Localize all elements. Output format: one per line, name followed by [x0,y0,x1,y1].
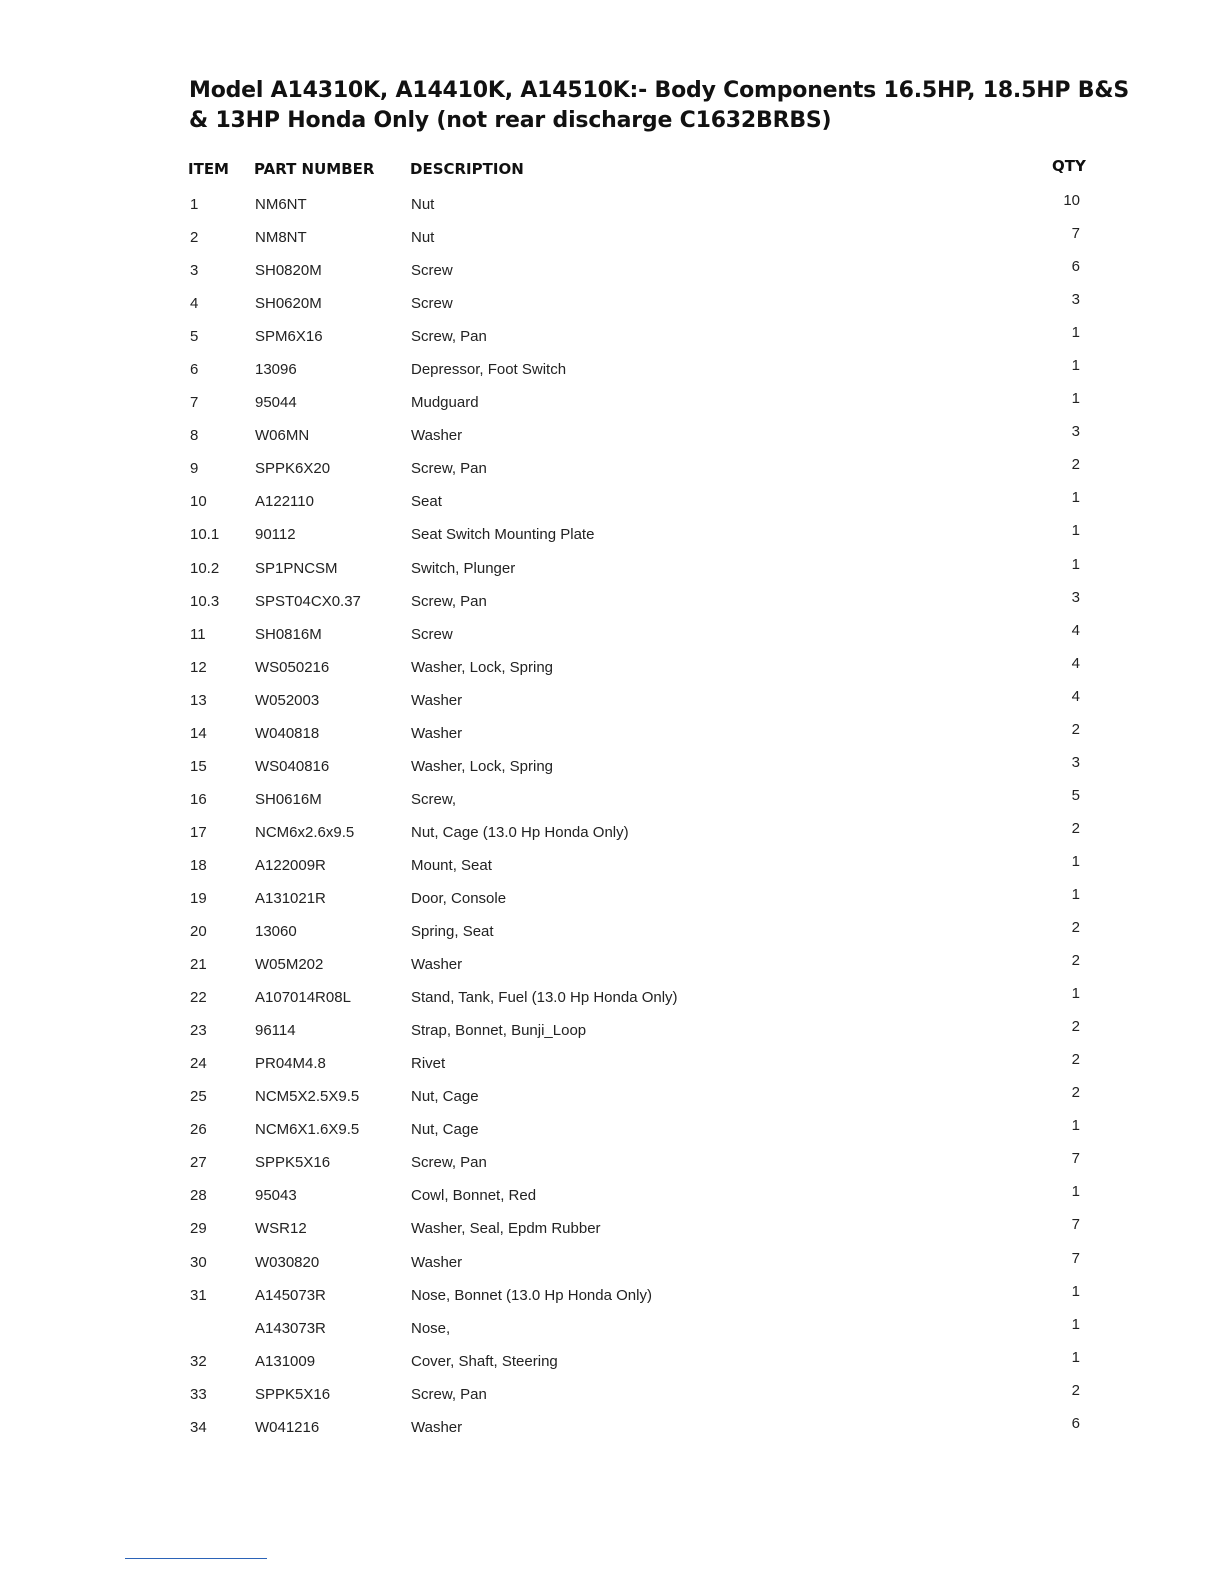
qty-cell: 2 [1071,1051,1080,1069]
item-cell: 12 [190,658,207,676]
qty-cell: 2 [1071,720,1080,738]
item-cell: 26 [190,1121,207,1139]
qty-cell: 1 [1071,852,1080,870]
part-number-cell: NM8NT [255,229,307,247]
table-row [0,785,1224,818]
description-cell: Screw, Pan [411,592,487,610]
table-row [0,454,1224,487]
item-cell: 14 [190,724,207,742]
item-cell: 4 [190,295,199,313]
table-row [0,289,1224,322]
table-row [0,818,1224,851]
description-cell: Nose, Bonnet (13.0 Hp Honda Only) [411,1286,652,1304]
part-number-cell: SPPK5X16 [255,1385,331,1403]
part-number-cell: 95043 [255,1187,297,1205]
description-cell: Nut, Cage [411,1088,479,1106]
description-cell: Mudguard [411,394,479,412]
table-row [0,421,1224,454]
part-number-cell: 96114 [255,1022,296,1040]
part-number-cell: A145073R [255,1286,326,1304]
qty-cell: 7 [1071,1249,1080,1267]
item-cell: 34 [190,1418,207,1436]
description-cell: Strap, Bonnet, Bunji_Loop [411,1022,587,1040]
part-number-cell: A122110 [255,493,314,511]
table-row [0,1248,1224,1281]
item-cell: 17 [190,823,207,841]
qty-cell: 2 [1071,919,1080,937]
parts-table [0,190,1224,1446]
description-cell: Washer [411,1253,463,1271]
qty-cell: 1 [1071,1282,1080,1300]
table-row [0,752,1224,785]
table-row [0,355,1224,388]
item-cell: 10 [190,493,207,511]
description-cell: Washer [411,1418,463,1436]
table-row [0,322,1224,355]
table-row [0,1214,1224,1247]
part-number-cell: A131009 [255,1352,316,1370]
description-cell: Screw, [411,790,457,808]
item-cell: 21 [190,956,207,974]
part-number-cell: SH0820M [255,262,322,280]
qty-cell: 2 [1071,456,1080,474]
part-number-cell: 13060 [255,923,297,941]
description-cell: Nut [411,196,435,213]
qty-cell: 1 [1071,985,1080,1003]
table-row [0,851,1224,884]
description-cell: Rivet [411,1055,446,1073]
qty-cell: 1 [1071,489,1080,507]
part-number-cell: W040818 [255,724,320,742]
table-row [0,1049,1224,1082]
description-cell: Switch, Plunger [411,559,516,577]
qty-cell: 1 [1071,1348,1080,1366]
item-cell: 30 [190,1253,207,1271]
qty-cell: 6 [1071,1414,1080,1432]
item-cell: 24 [190,1055,207,1073]
part-number-cell: NM6NT [255,196,307,213]
part-number-cell: W052003 [255,691,320,709]
item-cell: 11 [190,625,206,643]
part-number-cell: SH0616M [255,790,322,808]
part-number-cell: A122009R [255,856,326,874]
description-cell: Screw, Pan [411,1154,487,1172]
description-cell: Nose, [411,1319,451,1337]
table-row [0,1281,1224,1314]
item-cell: 13 [190,691,207,709]
description-cell: Washer, Lock, Spring [411,658,554,676]
qty-cell: 2 [1071,1018,1080,1036]
qty-cell: 1 [1071,1315,1080,1333]
page-title [189,76,1149,136]
part-number-cell: A131021R [255,889,326,907]
description-cell: Washer [411,956,463,974]
part-number-cell: A107014R08L [255,989,351,1007]
qty-cell: 4 [1071,621,1080,639]
item-cell: 10.3 [190,592,220,610]
description-cell: Washer, Seal, Epdm Rubber [411,1220,601,1238]
part-number-cell: SH0816M [255,625,322,643]
table-row [0,1347,1224,1380]
table-row [0,256,1224,289]
item-cell: 23 [190,1022,207,1040]
qty-cell: 1 [1071,357,1080,375]
table-row [0,1413,1224,1446]
item-cell: 31 [190,1286,207,1304]
description-cell: Spring, Seat [411,923,494,941]
item-cell: 3 [190,262,199,280]
part-number-cell: W06MN [255,427,310,445]
qty-cell: 7 [1071,1216,1080,1234]
table-row [0,1115,1224,1148]
table-row [0,917,1224,950]
item-cell: 15 [190,757,207,775]
qty-cell: 1 [1071,1183,1080,1201]
table-row [0,587,1224,620]
description-cell: Nut [411,229,435,247]
item-cell: 7 [190,394,199,412]
qty-cell: 7 [1071,1150,1080,1168]
title-line-2: & 13HP Honda Only (not rear discharge C1632BRBS) [189,108,832,133]
description-cell: Screw, Pan [411,328,487,346]
part-number-cell: SH0620M [255,295,322,313]
description-cell: Washer, Lock, Spring [411,757,554,775]
table-row [0,719,1224,752]
item-cell: 16 [190,790,207,808]
part-number-cell: WS040816 [255,757,330,775]
item-cell: 10.1 [190,526,220,544]
footer-rule [125,1558,267,1559]
table-row [0,653,1224,686]
item-cell: 5 [190,328,199,346]
qty-cell: 2 [1071,1084,1080,1102]
header-item: ITEM [188,160,229,178]
item-cell: 27 [190,1154,207,1172]
qty-cell: 1 [1071,1117,1080,1135]
header-part-number: PART NUMBER [254,160,375,178]
item-cell: 10.2 [190,559,220,577]
description-cell: Washer [411,427,463,445]
description-cell: Nut, Cage [411,1121,479,1139]
description-cell: Screw [411,625,453,643]
part-number-cell: W041216 [255,1418,320,1436]
item-cell: 9 [190,460,199,478]
description-cell: Depressor, Foot Switch [411,361,567,379]
item-cell: 33 [190,1385,207,1403]
description-cell: Cover, Shaft, Steering [411,1352,558,1370]
item-cell: 2 [190,229,199,247]
table-row [0,388,1224,421]
qty-cell: 3 [1071,423,1080,441]
table-row [0,686,1224,719]
item-cell: 28 [190,1187,207,1205]
table-row [0,190,1224,223]
part-number-cell: PR04M4.8 [255,1055,326,1073]
item-cell: 8 [190,427,199,445]
qty-cell: 3 [1071,291,1080,309]
qty-cell: 1 [1071,885,1080,903]
table-row [0,1016,1224,1049]
table-row [0,1380,1224,1413]
description-cell: Stand, Tank, Fuel (13.0 Hp Honda Only) [411,989,678,1007]
qty-cell: 1 [1071,555,1080,573]
qty-cell: 4 [1071,687,1080,705]
qty-cell: 3 [1071,753,1080,771]
item-cell: 25 [190,1088,207,1106]
qty-cell: 10 [1063,192,1080,209]
item-cell: 32 [190,1352,207,1370]
qty-cell: 4 [1071,654,1080,672]
description-cell: Washer [411,691,463,709]
title-line-1: Model A14310K, A14410K, A14510K:- Body Components 16.5HP, 18.5HP B&S [189,78,1129,103]
qty-cell: 6 [1071,258,1080,276]
item-cell: 20 [190,923,207,941]
qty-cell: 1 [1071,324,1080,342]
item-cell: 29 [190,1220,207,1238]
qty-cell: 5 [1071,786,1080,804]
qty-cell: 2 [1071,1381,1080,1399]
item-cell: 6 [190,361,199,379]
part-number-cell: A143073R [255,1319,326,1337]
header-description: DESCRIPTION [410,160,524,178]
part-number-cell: 95044 [255,394,297,412]
table-row [0,1148,1224,1181]
table-row [0,1082,1224,1115]
description-cell: Screw, Pan [411,1385,487,1403]
description-cell: Door, Console [411,889,507,907]
qty-cell: 2 [1071,952,1080,970]
description-cell: Washer [411,724,463,742]
qty-cell: 3 [1071,588,1080,606]
table-row [0,884,1224,917]
header-qty: QTY [1052,157,1086,175]
part-number-cell: W030820 [255,1253,320,1271]
part-number-cell: NCM6X1.6X9.5 [255,1121,360,1139]
table-row [0,620,1224,653]
qty-cell: 2 [1071,819,1080,837]
table-row [0,1314,1224,1347]
part-number-cell: SPST04CX0.37 [255,592,361,610]
item-cell: 1 [190,196,199,213]
description-cell: Seat [411,493,442,511]
table-row [0,950,1224,983]
table-row [0,487,1224,520]
table-row [0,983,1224,1016]
table-row [0,554,1224,587]
item-cell: 22 [190,989,207,1007]
table-row [0,223,1224,256]
description-cell: Screw [411,262,453,280]
item-cell: 19 [190,889,207,907]
description-cell: Screw [411,295,453,313]
qty-cell: 1 [1071,522,1080,540]
qty-cell: 1 [1071,390,1080,408]
part-number-cell: SPPK6X20 [255,460,331,478]
description-cell: Screw, Pan [411,460,487,478]
part-number-cell: SPM6X16 [255,328,323,346]
part-number-cell: SPPK5X16 [255,1154,331,1172]
table-row [0,1181,1224,1214]
item-cell: 18 [190,856,207,874]
part-number-cell: 90112 [255,526,296,544]
part-number-cell: WSR12 [255,1220,307,1238]
description-cell: Cowl, Bonnet, Red [411,1187,537,1205]
part-number-cell: WS050216 [255,658,330,676]
part-number-cell: NCM6x2.6x9.5 [255,823,355,841]
description-cell: Seat Switch Mounting Plate [411,526,595,544]
part-number-cell: NCM5X2.5X9.5 [255,1088,360,1106]
table-row [0,520,1224,553]
part-number-cell: 13096 [255,361,297,379]
part-number-cell: SP1PNCSM [255,559,338,577]
description-cell: Nut, Cage (13.0 Hp Honda Only) [411,823,629,841]
description-cell: Mount, Seat [411,856,492,874]
qty-cell: 7 [1071,225,1080,243]
part-number-cell: W05M202 [255,956,324,974]
